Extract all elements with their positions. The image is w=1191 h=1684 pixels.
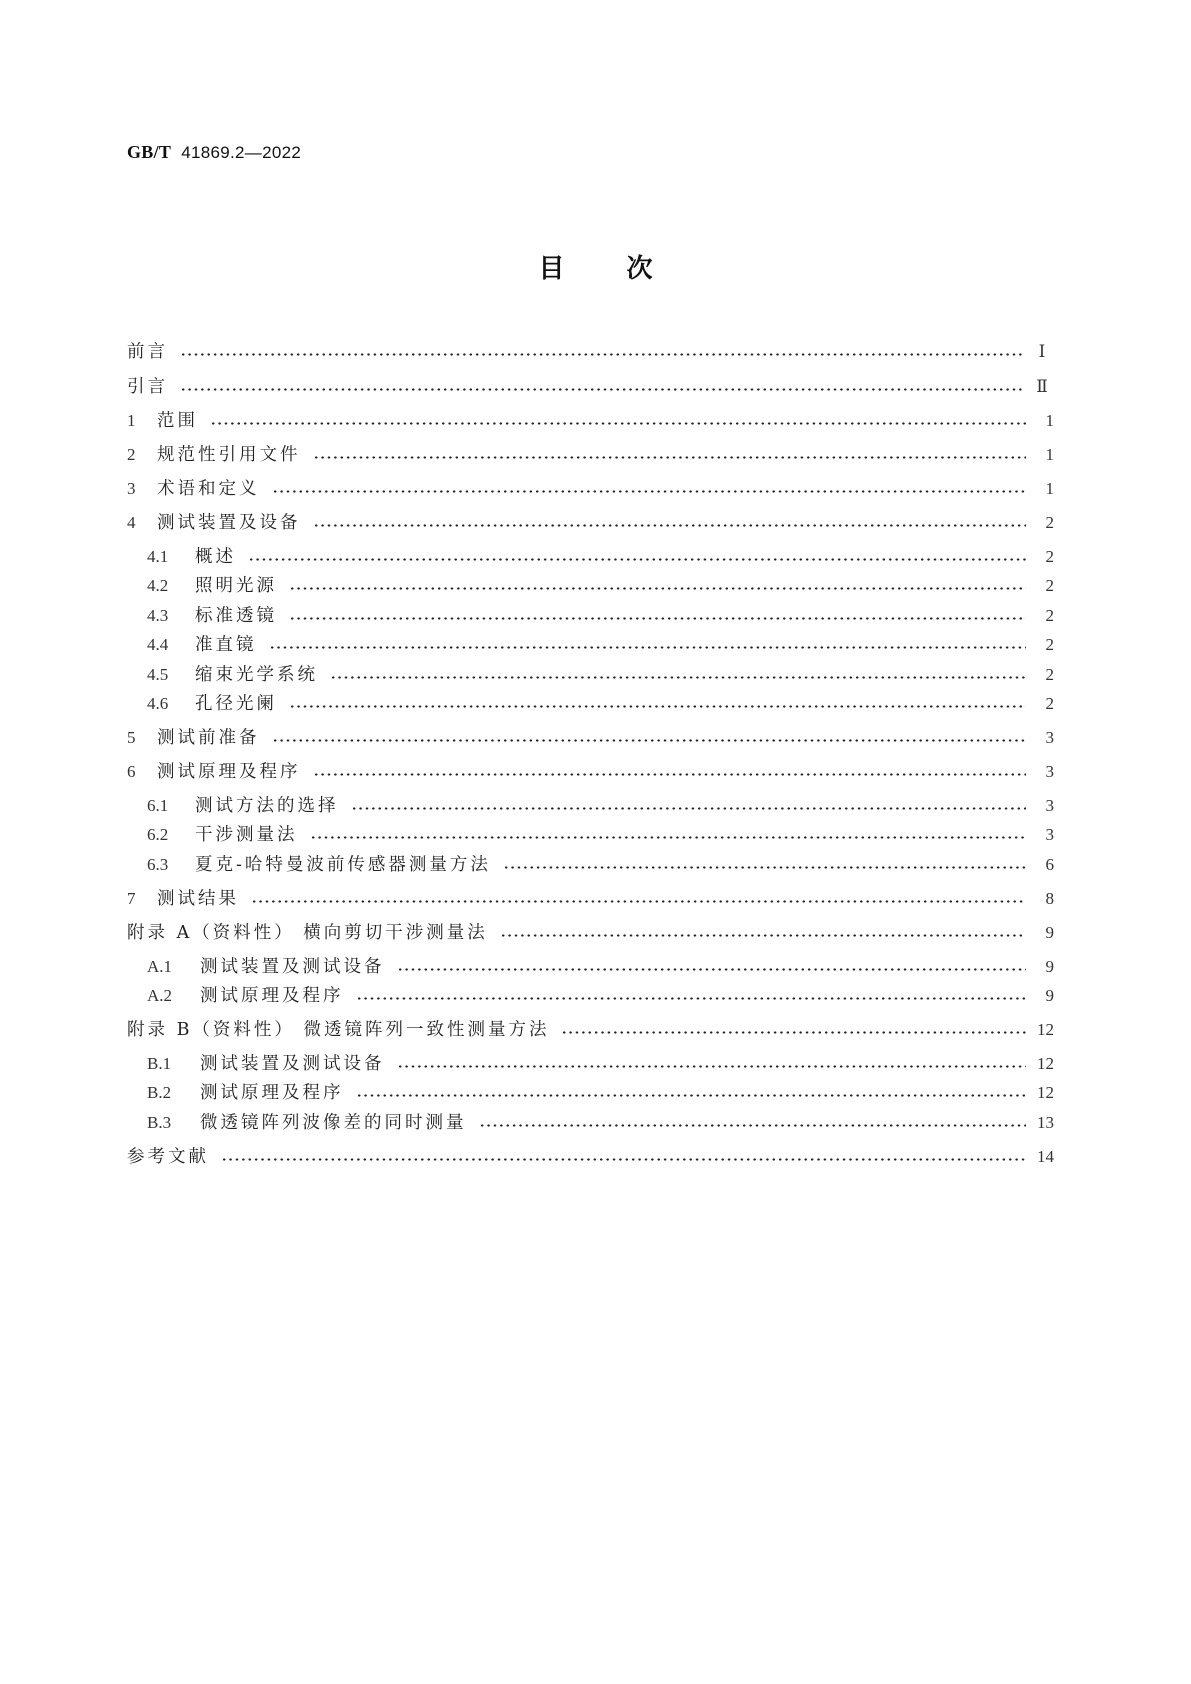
toc-entry-number: 2 — [127, 445, 136, 464]
toc-entry-number: 4.1 — [147, 547, 169, 566]
toc-entry-label: 附录 A（资料性） 横向剪切干涉测量法 — [127, 923, 488, 943]
toc-entry[interactable] — [127, 631, 1054, 659]
dot-leader — [356, 1079, 1027, 1107]
toc-entry-number: 1 — [127, 411, 136, 430]
toc-entry-number: 4.3 — [147, 606, 169, 625]
toc-entry[interactable] — [127, 885, 1054, 913]
dot-leader — [503, 851, 1026, 879]
toc-entry-number: B.3 — [147, 1113, 172, 1132]
toc-entry-page-number: 2 — [1045, 694, 1054, 713]
dot-leader — [500, 919, 1026, 947]
toc-entry-number: 4.4 — [147, 635, 169, 654]
dot-leader — [351, 792, 1027, 820]
toc-entry-label: 测试结果 — [157, 889, 239, 909]
toc-entry[interactable] — [127, 441, 1054, 469]
toc-entry[interactable] — [127, 602, 1054, 630]
toc-entry-page-number: 6 — [1045, 855, 1054, 874]
toc-entry-page-number: 9 — [1045, 957, 1054, 976]
dot-leader — [248, 543, 1026, 571]
toc-entry-page-number: 13 — [1037, 1113, 1054, 1132]
dot-leader — [561, 1016, 1026, 1044]
toc-entry-number: B.1 — [147, 1054, 172, 1073]
toc-entry-label: 干涉测量法 — [195, 825, 298, 845]
toc-entry-label: 测试前准备 — [157, 728, 260, 748]
dot-leader — [313, 758, 1027, 786]
toc-entry-page-number: 3 — [1045, 796, 1054, 815]
toc-entry-number: 4.6 — [147, 694, 169, 713]
toc-entry-page-number: 3 — [1045, 825, 1054, 844]
toc-entry[interactable] — [127, 1143, 1054, 1171]
toc-entry-page-number: 1 — [1045, 445, 1054, 464]
title-char-2: 次 — [626, 254, 653, 284]
toc-entry[interactable] — [127, 1079, 1054, 1107]
toc-entry-page-number: Ⅰ — [1038, 342, 1046, 361]
toc-entry-page-number: 9 — [1045, 923, 1054, 942]
toc-entry-page-number: 2 — [1045, 606, 1054, 625]
toc-entry-number: 5 — [127, 728, 136, 747]
toc-entry[interactable] — [127, 509, 1054, 537]
dot-leader — [180, 338, 1022, 366]
toc-entry[interactable] — [127, 919, 1054, 947]
dot-leader — [272, 475, 1027, 503]
toc-entry[interactable] — [127, 373, 1054, 401]
toc-entry-label: 微透镜阵列波像差的同时测量 — [200, 1113, 467, 1133]
page-title — [0, 248, 1191, 285]
toc-entry-label: 测试装置及测试设备 — [200, 957, 385, 977]
title-char-1: 目 — [538, 254, 565, 284]
toc-entry[interactable] — [127, 821, 1054, 849]
toc-entry-label: 夏克-哈特曼波前传感器测量方法 — [195, 855, 491, 875]
toc-entry-label: 范围 — [157, 411, 198, 431]
standard-number: 41869.2—2022 — [181, 143, 302, 162]
toc-entry-page-number: Ⅱ — [1036, 377, 1048, 396]
toc-entry-label: 孔径光阑 — [195, 694, 277, 714]
toc-entry-page-number: 3 — [1045, 728, 1054, 747]
toc-entry[interactable] — [127, 572, 1054, 600]
toc-entry-label: 附录 B（资料性） 微透镜阵列一致性测量方法 — [127, 1020, 550, 1040]
toc-entry-page-number: 2 — [1045, 513, 1054, 532]
toc-entry[interactable] — [127, 690, 1054, 718]
toc-entry-number: 6 — [127, 762, 136, 781]
toc-entry-number: A.2 — [147, 986, 173, 1005]
toc-entry-page-number: 1 — [1045, 411, 1054, 430]
toc-entry[interactable] — [127, 792, 1054, 820]
toc-entry-page-number: 2 — [1045, 576, 1054, 595]
toc-entry-label: 测试装置及测试设备 — [200, 1054, 385, 1074]
toc-entry-number: 4 — [127, 513, 136, 532]
toc-entry-page-number: 12 — [1037, 1020, 1054, 1039]
toc-entry-label: 缩束光学系统 — [195, 665, 318, 685]
toc-entry[interactable] — [127, 953, 1054, 981]
dot-leader — [330, 661, 1026, 689]
toc-entry-label: 概述 — [195, 547, 236, 567]
toc-entry[interactable] — [127, 982, 1054, 1010]
toc-entry-number: 7 — [127, 889, 136, 908]
toc-entry-page-number: 8 — [1045, 889, 1054, 908]
toc-entry-label: 引言 — [127, 377, 168, 397]
document-id — [127, 142, 301, 163]
toc-entry-number: 4.5 — [147, 665, 169, 684]
dot-leader — [397, 1050, 1027, 1078]
toc-entry[interactable] — [127, 475, 1054, 503]
dot-leader — [313, 441, 1027, 469]
toc-entry-page-number: 1 — [1045, 479, 1054, 498]
dot-leader — [397, 953, 1027, 981]
dot-leader — [289, 690, 1026, 718]
toc-entry[interactable] — [127, 851, 1054, 879]
dot-leader — [479, 1109, 1027, 1137]
dot-leader — [289, 602, 1026, 630]
toc-entry-label: 测试方法的选择 — [195, 796, 339, 816]
toc-entry-page-number: 3 — [1045, 762, 1054, 781]
dot-leader — [221, 1143, 1026, 1171]
dot-leader — [272, 724, 1027, 752]
dot-leader — [310, 821, 1027, 849]
toc-entry-page-number: 12 — [1037, 1054, 1054, 1073]
toc-entry-number: 6.3 — [147, 855, 169, 874]
toc-entry-label: 测试装置及设备 — [157, 513, 301, 533]
toc-entry-page-number: 9 — [1045, 986, 1054, 1005]
toc-entry-number: B.2 — [147, 1083, 172, 1102]
toc-entry[interactable] — [127, 338, 1054, 366]
toc-entry[interactable] — [127, 543, 1054, 571]
dot-leader — [313, 509, 1027, 537]
toc-entry-number: 3 — [127, 479, 136, 498]
dot-leader — [180, 373, 1022, 401]
standard-prefix: GB/T — [127, 142, 172, 162]
toc-entry-label: 准直镜 — [195, 635, 257, 655]
toc-entry-number: 6.2 — [147, 825, 169, 844]
toc-entry-number: 4.2 — [147, 576, 169, 595]
toc-entry-page-number: 12 — [1037, 1083, 1054, 1102]
dot-leader — [269, 631, 1027, 659]
toc-entry-label: 术语和定义 — [157, 479, 260, 499]
toc-entry[interactable] — [127, 1016, 1054, 1044]
toc-entry-label: 测试原理及程序 — [157, 762, 301, 782]
dot-leader — [210, 407, 1026, 435]
dot-leader — [251, 885, 1026, 913]
toc-entry[interactable] — [127, 758, 1054, 786]
toc-entry[interactable] — [127, 1109, 1054, 1137]
dot-leader — [356, 982, 1027, 1010]
toc-entry[interactable] — [127, 724, 1054, 752]
toc-entry-page-number: 14 — [1037, 1147, 1054, 1166]
toc-entry-label: 测试原理及程序 — [200, 1083, 344, 1103]
toc-entry-label: 标准透镜 — [195, 606, 277, 626]
toc-entry-label: 照明光源 — [195, 576, 277, 596]
toc-entry[interactable] — [127, 661, 1054, 689]
toc-entry-page-number: 2 — [1045, 635, 1054, 654]
toc-entry-page-number: 2 — [1045, 547, 1054, 566]
toc-entry-page-number: 2 — [1045, 665, 1054, 684]
toc-entry-label: 规范性引用文件 — [157, 445, 301, 465]
toc-entry-label: 测试原理及程序 — [200, 986, 344, 1006]
toc-entry-number: 6.1 — [147, 796, 169, 815]
dot-leader — [289, 572, 1026, 600]
toc-entry-number: A.1 — [147, 957, 173, 976]
toc-entry[interactable] — [127, 1050, 1054, 1078]
toc-entry-label: 前言 — [127, 342, 168, 362]
toc-entry[interactable] — [127, 407, 1054, 435]
toc-entry-label: 参考文献 — [127, 1147, 209, 1167]
